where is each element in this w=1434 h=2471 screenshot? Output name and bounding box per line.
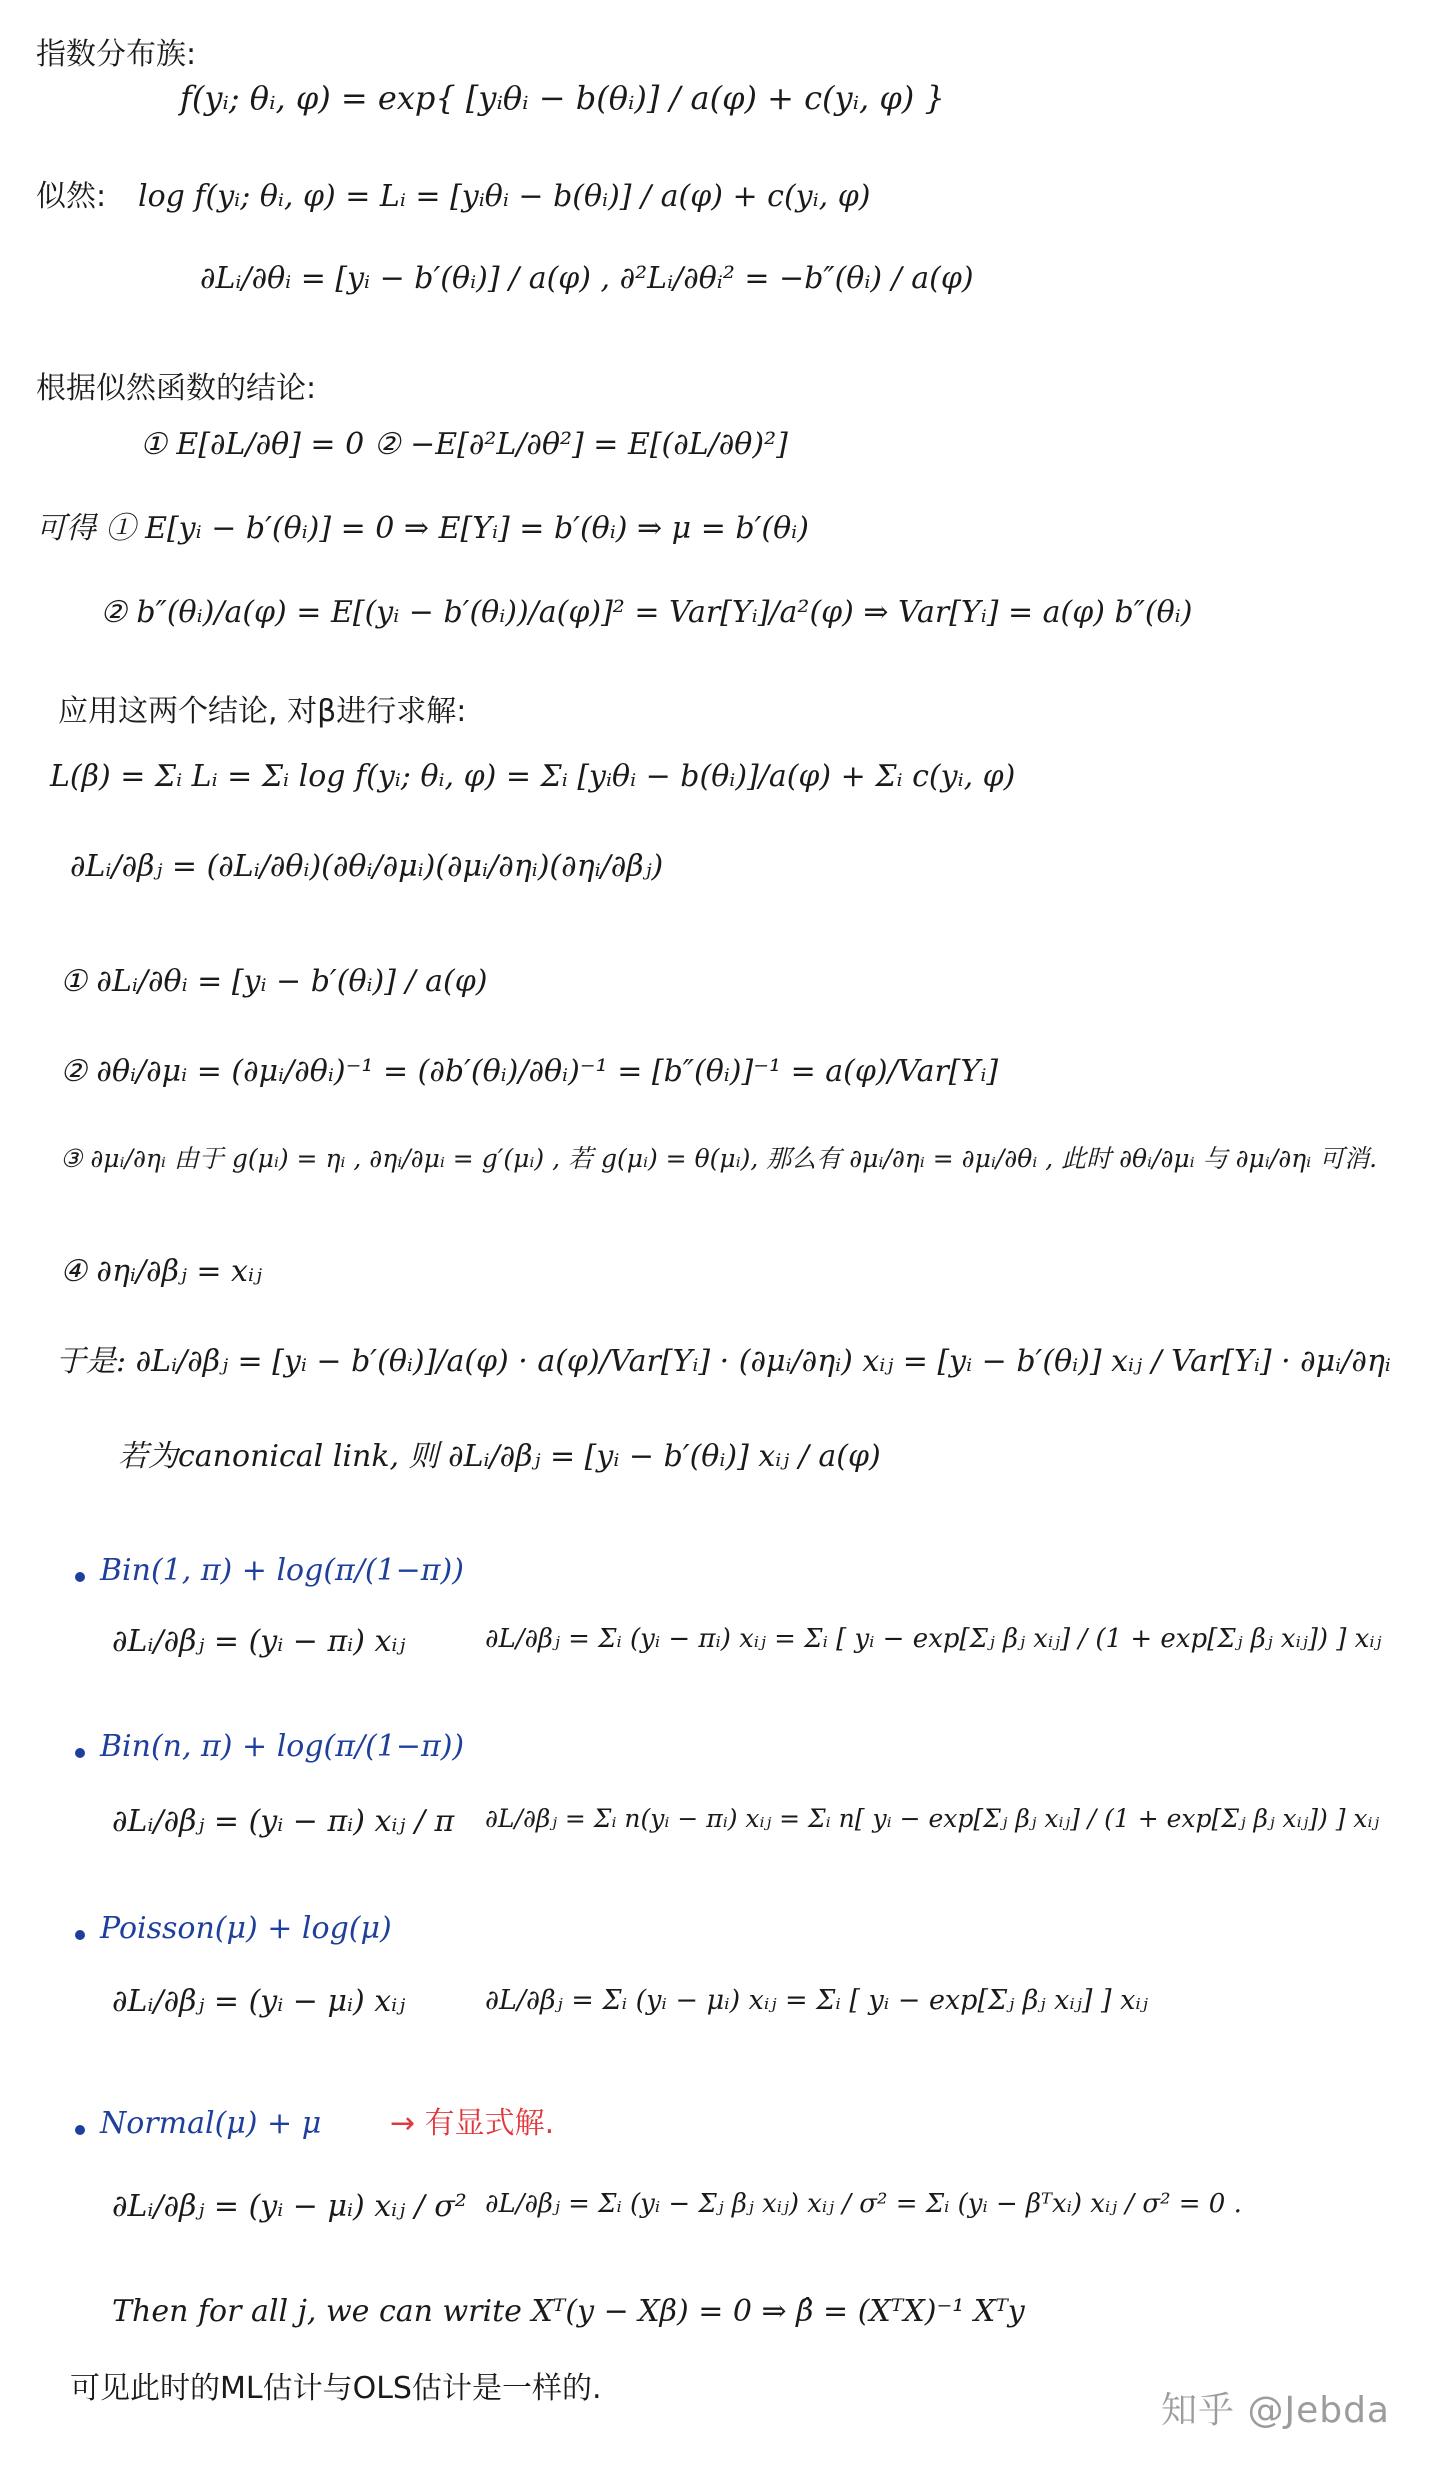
poisson-left-equation: ∂Lᵢ/∂βⱼ = (yᵢ − μᵢ) xᵢⱼ xyxy=(112,1984,406,2019)
normal-right-equation: ∂L/∂βⱼ = Σᵢ (yᵢ − Σⱼ βⱼ xᵢⱼ) xᵢⱼ / σ² = Σᵢ (yᵢ − βᵀxᵢ) xᵢⱼ / σ² = 0 . xyxy=(485,2189,1242,2219)
normal-left-equation: ∂Lᵢ/∂βⱼ = (yᵢ − μᵢ) xᵢⱼ / σ² xyxy=(112,2189,467,2224)
conclusion-equations: ① E[∂L/∂θ] = 0 ② −E[∂²L/∂θ²] = E[(∂L/∂θ)²] xyxy=(140,427,788,462)
expfam-title: 指数分布族: xyxy=(36,37,197,72)
bin1-heading: Bin(1, π) + log(π/(1−π)) xyxy=(100,1553,464,1588)
likelihood-derivatives: ∂Lᵢ/∂θᵢ = [yᵢ − b′(θᵢ)] / a(φ) , ∂²Lᵢ/∂θᵢ² = −b″(θᵢ) / a(φ) xyxy=(200,261,974,296)
bin1-left-equation: ∂Lᵢ/∂βⱼ = (yᵢ − πᵢ) xᵢⱼ xyxy=(112,1624,406,1659)
normal-explicit-solution-note: → 有显式解. xyxy=(390,2106,555,2141)
bullet-bin1 xyxy=(75,1572,85,1582)
normal-heading: Normal(μ) + μ xyxy=(100,2106,322,2141)
likelihood-equation: log f(yᵢ; θᵢ, φ) = Lᵢ = [yᵢθᵢ − b(θᵢ)] / a(φ) + c(yᵢ, φ) xyxy=(138,179,871,214)
step-1: ① ∂Lᵢ/∂θᵢ = [yᵢ − b′(θᵢ)] / a(φ) xyxy=(60,964,488,999)
poisson-right-equation: ∂L/∂βⱼ = Σᵢ (yᵢ − μᵢ) xᵢⱼ = Σᵢ [ yᵢ − exp[Σⱼ βⱼ xᵢⱼ] ] xᵢⱼ xyxy=(485,1985,1148,2016)
binn-right-equation: ∂L/∂βⱼ = Σᵢ n(yᵢ − πᵢ) xᵢⱼ = Σᵢ n[ yᵢ − exp[Σⱼ βⱼ xᵢⱼ] / (1 + exp[Σⱼ βⱼ xᵢⱼ]) ] xᵢⱼ xyxy=(485,1804,1380,1833)
bullet-binn xyxy=(75,1748,85,1758)
expfam-equation: f(yᵢ; θᵢ, φ) = exp{ [yᵢθᵢ − b(θᵢ)] / a(φ) + c(yᵢ, φ) } xyxy=(180,79,945,117)
conclusion-title: 根据似然函数的结论: xyxy=(36,371,317,406)
bullet-normal xyxy=(75,2125,85,2135)
canonical-link-equation: 若为canonical link, 则 ∂Lᵢ/∂βⱼ = [yᵢ − b′(θᵢ)] xᵢⱼ / a(φ) xyxy=(118,1439,881,1474)
bin1-right-equation: ∂L/∂βⱼ = Σᵢ (yᵢ − πᵢ) xᵢⱼ = Σᵢ [ yᵢ − exp[Σⱼ βⱼ xᵢⱼ] / (1 + exp[Σⱼ βⱼ xᵢⱼ]) ] xᵢⱼ xyxy=(485,1624,1382,1654)
result-1: 可得 ① E[yᵢ − b′(θᵢ)] = 0 ⇒ E[Yᵢ] = b′(θᵢ) ⇒ μ = b′(θᵢ) xyxy=(36,511,809,546)
likelihood-label: 似然: xyxy=(36,179,107,214)
final-conclusion: 可见此时的ML估计与OLS估计是一样的. xyxy=(70,2371,602,2406)
yushi-equation: 于是: ∂Lᵢ/∂βⱼ = [yᵢ − b′(θᵢ)]/a(φ) · a(φ)/Var[Yᵢ] · (∂μᵢ/∂ηᵢ) xᵢⱼ = [yᵢ − b′(θᵢ)] xᵢⱼ / Var[Yᵢ] · ∂μᵢ/∂ηᵢ xyxy=(56,1344,1391,1379)
L-beta-equation: L(β) = Σᵢ Lᵢ = Σᵢ log f(yᵢ; θᵢ, φ) = Σᵢ [yᵢθᵢ − b(θᵢ)]/a(φ) + Σᵢ c(yᵢ, φ) xyxy=(50,759,1016,794)
bullet-poisson xyxy=(75,1930,85,1940)
zhihu-watermark: 知乎 @Jebda xyxy=(1161,2390,1390,2431)
poisson-heading: Poisson(μ) + log(μ) xyxy=(100,1911,392,1946)
step-4: ④ ∂ηᵢ/∂βⱼ = xᵢⱼ xyxy=(60,1254,262,1289)
step-2: ② ∂θᵢ/∂μᵢ = (∂μᵢ/∂θᵢ)⁻¹ = (∂b′(θᵢ)/∂θᵢ)⁻¹ = [b″(θᵢ)]⁻¹ = a(φ)/Var[Yᵢ] xyxy=(60,1054,999,1089)
binn-left-equation: ∂Lᵢ/∂βⱼ = (yᵢ − πᵢ) xᵢⱼ / π xyxy=(112,1804,455,1839)
result-2: ② b″(θᵢ)/a(φ) = E[(yᵢ − b′(θᵢ))/a(φ)]² = Var[Yᵢ]/a²(φ) ⇒ Var[Yᵢ] = a(φ) b″(θᵢ) xyxy=(100,595,1193,630)
apply-title: 应用这两个结论, 对β进行求解: xyxy=(58,694,467,729)
then-statement: Then for all j, we can write Xᵀ(y − Xβ) = 0 ⇒ β̂ = (XᵀX)⁻¹ Xᵀy xyxy=(112,2294,1025,2329)
chain-rule: ∂Lᵢ/∂βⱼ = (∂Lᵢ/∂θᵢ)(∂θᵢ/∂μᵢ)(∂μᵢ/∂ηᵢ)(∂ηᵢ/∂βⱼ) xyxy=(70,849,664,884)
binn-heading: Bin(n, π) + log(π/(1−π)) xyxy=(100,1729,465,1764)
step-3: ③ ∂μᵢ/∂ηᵢ 由于 g(μᵢ) = ηᵢ , ∂ηᵢ/∂μᵢ = g′(μᵢ) , 若 g(μᵢ) = θ(μᵢ), 那么有 ∂μᵢ/∂ηᵢ = ∂μᵢ/∂θᵢ , 此时 ∂θᵢ/∂μᵢ 与 ∂μᵢ/∂ηᵢ 可消. xyxy=(60,1144,1378,1173)
